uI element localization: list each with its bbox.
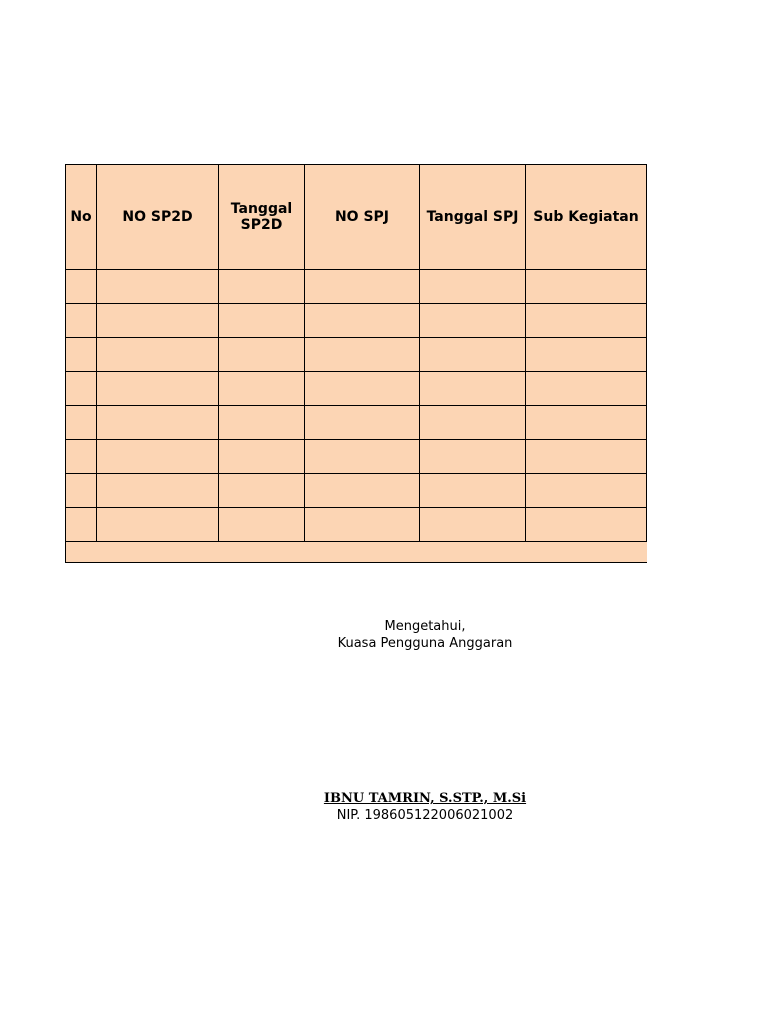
table-row bbox=[66, 508, 647, 542]
table-cell bbox=[97, 372, 219, 406]
table-cell bbox=[305, 474, 420, 508]
table-cell bbox=[219, 406, 305, 440]
table-cell bbox=[97, 304, 219, 338]
signer-role: Kuasa Pengguna Anggaran bbox=[337, 636, 513, 651]
table-cell bbox=[66, 270, 97, 304]
table-footer-row bbox=[66, 542, 647, 563]
table-cell bbox=[219, 508, 305, 542]
table-cell bbox=[526, 508, 647, 542]
table-cell bbox=[66, 338, 97, 372]
table-cell bbox=[219, 440, 305, 474]
table-cell bbox=[420, 270, 526, 304]
table-cell bbox=[526, 406, 647, 440]
header-tanggal-sp2d: Tanggal SP2D bbox=[219, 165, 305, 270]
table-cell bbox=[420, 508, 526, 542]
table-cell bbox=[66, 304, 97, 338]
table-cell bbox=[305, 270, 420, 304]
table-cell bbox=[66, 372, 97, 406]
table-cell bbox=[305, 338, 420, 372]
table-cell bbox=[420, 440, 526, 474]
table-cell bbox=[526, 270, 647, 304]
table-cell bbox=[97, 338, 219, 372]
table-cell bbox=[526, 304, 647, 338]
table-cell bbox=[97, 508, 219, 542]
acknowledge-text: Mengetahui, bbox=[384, 619, 466, 634]
table-cell bbox=[97, 406, 219, 440]
table-row bbox=[66, 474, 647, 508]
signer-nip: NIP. 198605122006021002 bbox=[336, 808, 514, 823]
table-cell bbox=[305, 508, 420, 542]
table-cell bbox=[420, 304, 526, 338]
signer-block bbox=[300, 790, 550, 824]
table-cell bbox=[219, 338, 305, 372]
table-cell bbox=[66, 440, 97, 474]
table-cell bbox=[219, 304, 305, 338]
table-row bbox=[66, 270, 647, 304]
header-no: No bbox=[66, 165, 97, 270]
table-cell bbox=[305, 372, 420, 406]
header-no-sp2d: NO SP2D bbox=[97, 165, 219, 270]
table-cell bbox=[66, 508, 97, 542]
table-cell bbox=[420, 474, 526, 508]
table-cell bbox=[526, 372, 647, 406]
table-cell bbox=[97, 440, 219, 474]
table-cell bbox=[526, 338, 647, 372]
table-body bbox=[66, 270, 647, 563]
table-cell bbox=[420, 338, 526, 372]
table-cell bbox=[219, 270, 305, 304]
table-footer-cell bbox=[66, 542, 647, 563]
acknowledgement-block bbox=[300, 618, 550, 652]
table-cell bbox=[420, 406, 526, 440]
table-cell bbox=[305, 406, 420, 440]
table-row bbox=[66, 338, 647, 372]
table-row bbox=[66, 304, 647, 338]
table-cell bbox=[97, 474, 219, 508]
table-cell bbox=[526, 440, 647, 474]
header-tanggal-spj: Tanggal SPJ bbox=[420, 165, 526, 270]
table-cell bbox=[219, 372, 305, 406]
table-cell bbox=[66, 474, 97, 508]
signer-name: IBNU TAMRIN, S.STP., M.Si bbox=[323, 791, 527, 806]
table-row bbox=[66, 440, 647, 474]
table-cell bbox=[97, 270, 219, 304]
table-header-row bbox=[66, 165, 647, 270]
spj-table bbox=[65, 164, 647, 563]
header-no-spj: NO SPJ bbox=[305, 165, 420, 270]
table-cell bbox=[420, 372, 526, 406]
header-sub-kegiatan: Sub Kegiatan bbox=[526, 165, 647, 270]
table-cell bbox=[66, 406, 97, 440]
table-cell bbox=[305, 304, 420, 338]
table-cell bbox=[219, 474, 305, 508]
table-cell bbox=[305, 440, 420, 474]
table-row bbox=[66, 372, 647, 406]
table-cell bbox=[526, 474, 647, 508]
table-row bbox=[66, 406, 647, 440]
